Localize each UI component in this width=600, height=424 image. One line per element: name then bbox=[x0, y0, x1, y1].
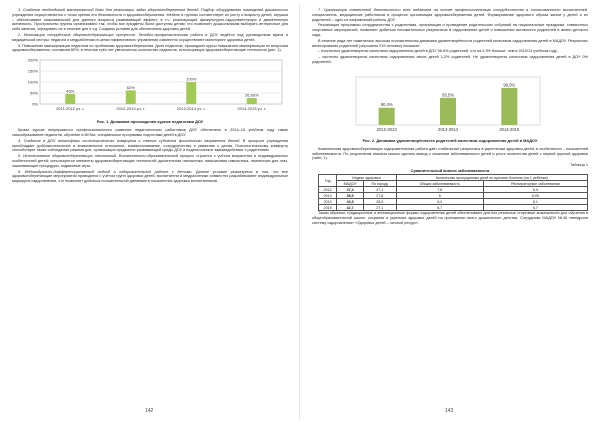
paragraph-text: Комплексная здоровьесберегающая оздоровительная работа даёт стабильные результаты в укреплении здоровья детей; в особенности – показателей заболеваемости. По результатам анализа можно сделать вывод о снижении заболеваемости детей и росте количества детей с первой группой здоровья (табл. 1). bbox=[312, 146, 588, 161]
table-cell: 7,8 bbox=[396, 187, 483, 193]
chart1-bar bbox=[247, 98, 257, 104]
chart1-bar bbox=[186, 82, 196, 104]
chart2-category-label: 2014-2015 bbox=[499, 126, 520, 132]
paragraph-lead: 5. Использование здоровьесберегающих технологий. bbox=[18, 154, 118, 159]
paragraph bbox=[312, 147, 588, 161]
chart2-bar bbox=[379, 107, 395, 124]
table-body bbox=[319, 187, 588, 211]
chart1-bar bbox=[65, 94, 75, 104]
page-number-left: 142 bbox=[145, 408, 154, 414]
paragraph bbox=[12, 128, 288, 138]
table-cell: 6,3 bbox=[396, 199, 483, 205]
paragraph bbox=[12, 33, 288, 43]
paragraph-lead: 4. Создание в ДОУ атмосферы психологического комфорта и снятие субъекта физического напряжения детей. bbox=[18, 138, 241, 143]
paragraph-text: Воспитательно-образовательный процесс строится с учётом возрастных и индивидуальных особенностей детей; используются элементы здоровьесберегающих технологий: дыхательная гимнастика, пальчиковая гимнастика, гимнастика для глаз, закаливающие процедуры, подвижные игры. bbox=[12, 154, 288, 168]
right-page bbox=[300, 0, 600, 424]
chart1-bar bbox=[126, 91, 136, 105]
table-cell: 27,8 bbox=[363, 193, 396, 199]
chart1-svg bbox=[18, 56, 288, 116]
chart1-caption: Рис. 1. Динамика прохождения курсов педагогами ДОУ bbox=[96, 119, 204, 125]
paragraph-text: Кроме курсов непрерывного профессионального развития педагогических работников ДОУ обеспечено в 2014–15 учебном году также самообразование педагогов, обучение в ВУЗах, специальные программы подготовки детей в ДОУ. bbox=[12, 128, 288, 137]
paragraph-lead: 6. Индивидуально-дифференцированный подход в оздоровительной работе с детьми. bbox=[18, 169, 193, 174]
th-respiratory: Респираторные заболевания bbox=[483, 181, 587, 187]
table-cell: 8 bbox=[396, 193, 483, 199]
chart1-value-label: 62% bbox=[126, 85, 135, 91]
th-health-index: Индекс здоровья bbox=[337, 175, 396, 181]
paragraph-text: В процессе учреждения преобладает доброжелательное и внимательное отношение, взаимопонимание, сотрудничество и уважение к детям. Психологическому комфорту способствует также соблюдение режима дня, организация предметно-развивающей среды ДОУ и педагогическое взаимодействие с родителями. bbox=[12, 138, 289, 153]
chart2-category-label: 2013-2014 bbox=[437, 126, 459, 132]
chart2-value-label: 90,4% bbox=[380, 101, 393, 107]
chart2-svg bbox=[348, 71, 548, 135]
table-cell: 6,95 bbox=[483, 193, 587, 199]
paragraph bbox=[12, 8, 288, 32]
table-cell: 6,1 bbox=[483, 199, 587, 205]
paragraph-lead: 2. Мотивация сотрудников здоровьесберегающих процессов. bbox=[18, 32, 136, 37]
paragraph-text: и согласованности воспитателей, специалистов, медицинских работников в процессе организации здоровьесбережения детей. Формирование здорового образа жизни у детей и их родителей – одно из направлений работы ДОУ. bbox=[312, 8, 588, 22]
chart2-bar bbox=[501, 88, 517, 125]
table-cell: 42,7 bbox=[337, 205, 364, 211]
table-number: Таблица 1 bbox=[569, 163, 588, 168]
chart-parent-satisfaction bbox=[348, 71, 548, 135]
th-city: По городу bbox=[363, 181, 396, 187]
table-cell: 2013 bbox=[319, 193, 337, 199]
table-cell: 6,9 bbox=[483, 187, 587, 193]
th-missed-days: Количество пропущенных дней по причине болезни (на 1 ребёнка) bbox=[396, 175, 587, 181]
table-cell: 27,1 bbox=[363, 187, 396, 193]
chart1-category-label: 2014-2015 уч. г. bbox=[237, 106, 267, 112]
right-text-block-2 bbox=[312, 147, 588, 161]
left-text-block-1 bbox=[12, 8, 288, 53]
chart1-category-label: 2011-2012 уч. г. bbox=[56, 106, 85, 112]
table-cell: 37,4 bbox=[337, 187, 364, 193]
paragraph-text: Подбор оборудования помещений дошкольного учреждения осуществляется с точки зрения его безопасности и здоровьесбережения. Мебель в группах соответствует их росту и возрасту детей, игрушки – обеспечивают максимальный для данного возраста развивающий эффект; в т.ч. реализующий физкультурно-оздоровительную и двигательную активность. Пространство группы организовано так, чтобы все предметы были доступны детям; что позволяет дошкольникам выбирать интересные для себя занятия, чередовать их в течение дня и т.д. Созданы условия для обеспечения здоровья детей. bbox=[12, 8, 289, 32]
chart1-value-label: 100% bbox=[186, 76, 197, 82]
chart-course-dynamics bbox=[18, 56, 288, 116]
chart1-category-label: 2012-2013 уч. г. bbox=[116, 106, 146, 112]
paragraph bbox=[12, 44, 288, 54]
table-cell: 2015 bbox=[319, 205, 337, 211]
paragraph bbox=[312, 55, 588, 65]
chart1-value-label: 46% bbox=[66, 88, 75, 94]
paragraph bbox=[312, 211, 588, 225]
paragraph bbox=[312, 39, 588, 49]
paragraph-text: Реализация программы сотрудничества с родителями, организация и проведение родительских собраний на национальные праздники, совместных спортивных мероприятий, позволяет добиться положительных результатов в оздоровлении детей и повышении активности родителей в жизни детского сада. bbox=[312, 23, 588, 37]
chart2-value-label: 96,6% bbox=[503, 82, 516, 88]
chart2-category-label: 2012-2013 bbox=[376, 126, 397, 132]
paragraph bbox=[12, 154, 288, 168]
table-heading: Сравнительный анализ заболеваемости bbox=[410, 168, 490, 174]
paragraph bbox=[12, 139, 288, 153]
paragraph bbox=[312, 23, 588, 37]
paragraph bbox=[12, 170, 288, 184]
morbidity-table bbox=[318, 174, 588, 211]
chart1-ytick: 0% bbox=[32, 101, 38, 107]
table-row bbox=[319, 205, 588, 211]
paragraph-text: Лечебно-профилактическая работа в ДОУ ведётся под руководством врача и медицинской сестры; педагоги и медработники в целях эффективного управления совместно осуществляют мониторинг здоровья детей. bbox=[12, 32, 288, 42]
right-text-block-1 bbox=[312, 8, 588, 65]
table-cell: 2014 bbox=[319, 199, 337, 205]
paragraph-text: – частично удовлетворены качеством оздоровления своих детей 1,2% родителей. Не удовлетворены качеством оздоровления детей в ДОУ 0% родителей. bbox=[312, 55, 588, 64]
paragraph-lead: 3. Создание необходимой материальной базы для реализации задач здоровьесбережения детей. bbox=[18, 8, 200, 12]
chart2-caption: Рис. 2. Динамика удовлетворённости родителей качеством оздоровления детей в МАДОУ bbox=[362, 137, 538, 143]
table-cell: 2012 bbox=[319, 187, 337, 193]
chart1-ytick: 200% bbox=[27, 57, 38, 63]
th-madou: МАДОУ bbox=[337, 181, 364, 187]
right-text-block-3 bbox=[312, 211, 588, 225]
paragraph-text: Данное условие реализуется в том, что все здоровьесберегающие мероприятия проводятся с учётом групп здоровья детей; воспитатели и медработники совместно разрабатывают индивидуальные маршруты оздоровления, что позволяет добиться положительной динамики в показателях здоровья воспитанников. bbox=[12, 169, 288, 184]
paragraph-text: Таким образом, традиционные и инновационные формы оздоровления детей обеспечивают для них реальные стартовые возможности для обучения в общеобразовательной школе, сохраняя и укрепляя здоровье детей на протяжении всего дошкольного детства. Сотрудники МАДОУ №46 «внедрили систему оздоровления» «Здоровье детей – личный ресурс». bbox=[312, 211, 588, 225]
page-number-right: 143 bbox=[445, 408, 454, 414]
th-year: Год bbox=[319, 175, 337, 187]
chart1-category-label: 2013-2014 уч. г. bbox=[176, 106, 206, 112]
table-cell: 6,7 bbox=[483, 205, 587, 211]
chart1-value-label: 26,86% bbox=[244, 92, 259, 98]
chart1-ytick: 50% bbox=[29, 90, 38, 96]
paragraph-text: В течение ряда лет наметилась высокая положительная динамика удовлетворённости родителей качеством оздоровления детей в МАДОУ. Результаты анкетирования родителей (опрошено 219 человек) показали: bbox=[312, 38, 588, 48]
table-cell: 6,7 bbox=[396, 205, 483, 211]
chart2-bar bbox=[440, 98, 456, 125]
paragraph bbox=[312, 8, 588, 22]
table-cell: 43,5 bbox=[337, 199, 364, 205]
chart1-ytick: 100% bbox=[27, 79, 38, 85]
paragraph bbox=[312, 49, 588, 54]
paragraph-text: 3. Повышение квалификации педагогов по проблемам здоровьесбережения. Доля педагогов, прошедших курсы повышения квалификации по вопросам здоровьесбережения, составила 60%; в течение трёх лет увеличилось количество педагогов, использующих здоровьесберегающие технологии (рис. 1). bbox=[12, 43, 288, 53]
table-cell: 27,1 bbox=[363, 205, 396, 211]
paragraph-lead: 7. Организация совместной деятельности всех педагогов на основе профессионального сотрудничества bbox=[318, 8, 524, 12]
table-cell: 28,5 bbox=[363, 199, 396, 205]
table-cell: 38,5 bbox=[337, 193, 364, 199]
paragraph-text: – полностью удовлетворены качеством оздоровления детей в ДОУ 96,6% родителей, что на 0,3% больше, чем в 2013/14 учебном году; bbox=[318, 49, 558, 54]
th-general: Общая заболеваемость bbox=[396, 181, 483, 187]
chart1-ytick: 150% bbox=[27, 68, 38, 74]
chart2-value-label: 93,5% bbox=[442, 92, 454, 98]
left-text-block-2 bbox=[12, 128, 288, 184]
